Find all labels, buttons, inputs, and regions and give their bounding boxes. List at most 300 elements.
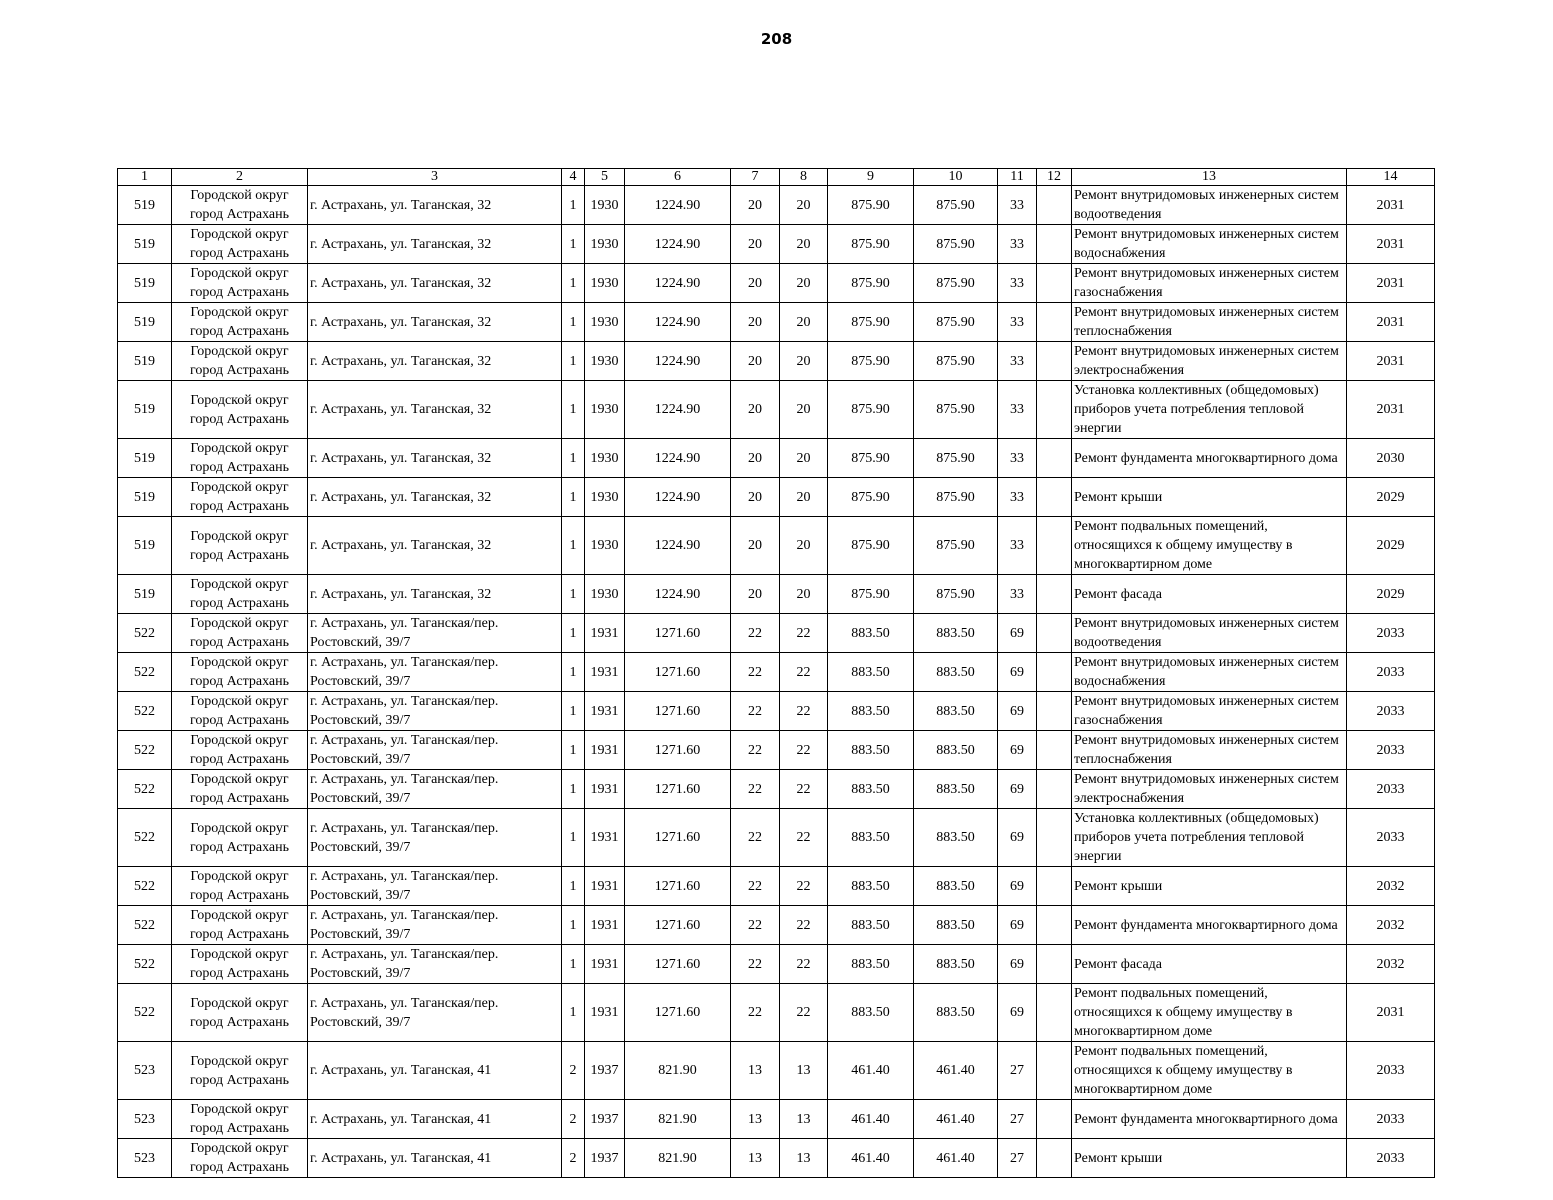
cell-living-area: 461.40 [828,1042,914,1100]
cell-total-area: 1271.60 [625,653,731,692]
cell-building-type: 1 [562,653,585,692]
cell-residential-area: 883.50 [914,867,998,906]
cell-apartments-count: 22 [731,867,780,906]
column-header: 3 [308,169,562,186]
table-row [118,342,1435,381]
cell-building-type: 1 [562,342,585,381]
cell-work-type: Ремонт внутридомовых инженерных систем газоснабжения [1072,692,1347,731]
cell-extra-value [1037,186,1072,225]
cell-address: г. Астрахань, ул. Таганская/пер. Ростовский, 39/7 [308,653,562,692]
cell-building-type: 2 [562,1100,585,1139]
cell-residential-count: 13 [780,1139,828,1178]
cell-year-built: 1937 [585,1139,625,1178]
cell-extra-value [1037,342,1072,381]
cell-residents-count: 33 [998,342,1037,381]
cell-municipality: Городской округ город Астрахань [172,731,308,770]
cell-residential-count: 20 [780,264,828,303]
cell-planned-year: 2033 [1347,809,1435,867]
cell-residential-count: 22 [780,945,828,984]
cell-address: г. Астрахань, ул. Таганская, 32 [308,303,562,342]
cell-row-number: 519 [118,575,172,614]
cell-extra-value [1037,478,1072,517]
cell-total-area: 1224.90 [625,225,731,264]
cell-residents-count: 69 [998,653,1037,692]
cell-residential-count: 20 [780,478,828,517]
cell-municipality: Городской округ город Астрахань [172,439,308,478]
cell-building-type: 2 [562,1042,585,1100]
table-row [118,439,1435,478]
cell-year-built: 1930 [585,575,625,614]
cell-residential-count: 22 [780,770,828,809]
cell-address: г. Астрахань, ул. Таганская, 32 [308,186,562,225]
column-header: 10 [914,169,998,186]
cell-address: г. Астрахань, ул. Таганская, 32 [308,517,562,575]
cell-address: г. Астрахань, ул. Таганская, 32 [308,264,562,303]
cell-total-area: 1271.60 [625,731,731,770]
cell-residential-count: 22 [780,906,828,945]
cell-row-number: 522 [118,984,172,1042]
cell-residents-count: 69 [998,614,1037,653]
cell-address: г. Астрахань, ул. Таганская/пер. Ростовский, 39/7 [308,770,562,809]
cell-year-built: 1937 [585,1100,625,1139]
cell-row-number: 519 [118,225,172,264]
cell-total-area: 1271.60 [625,692,731,731]
cell-extra-value [1037,731,1072,770]
table-row [118,809,1435,867]
cell-extra-value [1037,381,1072,439]
cell-total-area: 1271.60 [625,945,731,984]
cell-row-number: 522 [118,906,172,945]
cell-living-area: 883.50 [828,906,914,945]
table-row [118,1042,1435,1100]
cell-residents-count: 69 [998,984,1037,1042]
cell-total-area: 821.90 [625,1100,731,1139]
cell-work-type: Ремонт внутридомовых инженерных систем водоотведения [1072,186,1347,225]
table-row [118,264,1435,303]
cell-municipality: Городской округ город Астрахань [172,653,308,692]
column-header: 9 [828,169,914,186]
cell-total-area: 1224.90 [625,186,731,225]
cell-address: г. Астрахань, ул. Таганская, 32 [308,342,562,381]
cell-building-type: 1 [562,225,585,264]
column-header: 8 [780,169,828,186]
table-row [118,478,1435,517]
cell-apartments-count: 13 [731,1042,780,1100]
cell-work-type: Ремонт внутридомовых инженерных систем водоотведения [1072,614,1347,653]
cell-planned-year: 2031 [1347,303,1435,342]
cell-work-type: Ремонт внутридомовых инженерных систем электроснабжения [1072,342,1347,381]
cell-address: г. Астрахань, ул. Таганская/пер. Ростовский, 39/7 [308,809,562,867]
cell-extra-value [1037,1042,1072,1100]
cell-apartments-count: 20 [731,342,780,381]
cell-row-number: 519 [118,303,172,342]
cell-municipality: Городской округ город Астрахань [172,478,308,517]
cell-residential-area: 875.90 [914,264,998,303]
cell-address: г. Астрахань, ул. Таганская/пер. Ростовский, 39/7 [308,731,562,770]
cell-residents-count: 69 [998,809,1037,867]
cell-total-area: 1224.90 [625,517,731,575]
cell-municipality: Городской округ город Астрахань [172,614,308,653]
cell-municipality: Городской округ город Астрахань [172,264,308,303]
cell-building-type: 1 [562,692,585,731]
cell-residential-count: 13 [780,1042,828,1100]
cell-residential-area: 461.40 [914,1100,998,1139]
cell-total-area: 821.90 [625,1042,731,1100]
cell-residential-area: 461.40 [914,1139,998,1178]
cell-planned-year: 2033 [1347,614,1435,653]
cell-planned-year: 2032 [1347,945,1435,984]
table-row [118,614,1435,653]
cell-residential-count: 22 [780,692,828,731]
cell-row-number: 519 [118,186,172,225]
cell-row-number: 522 [118,770,172,809]
cell-work-type: Ремонт крыши [1072,867,1347,906]
cell-residential-count: 20 [780,575,828,614]
cell-row-number: 519 [118,478,172,517]
cell-apartments-count: 22 [731,614,780,653]
cell-living-area: 461.40 [828,1100,914,1139]
cell-total-area: 1224.90 [625,478,731,517]
cell-row-number: 519 [118,264,172,303]
cell-address: г. Астрахань, ул. Таганская, 32 [308,381,562,439]
cell-residents-count: 33 [998,225,1037,264]
cell-apartments-count: 13 [731,1100,780,1139]
capital-repair-table [117,168,1435,1178]
cell-building-type: 1 [562,186,585,225]
cell-building-type: 1 [562,381,585,439]
cell-total-area: 1271.60 [625,770,731,809]
cell-extra-value [1037,575,1072,614]
cell-living-area: 875.90 [828,439,914,478]
cell-planned-year: 2033 [1347,770,1435,809]
cell-residential-area: 875.90 [914,517,998,575]
cell-residential-area: 883.50 [914,731,998,770]
cell-planned-year: 2030 [1347,439,1435,478]
cell-apartments-count: 22 [731,984,780,1042]
cell-extra-value [1037,906,1072,945]
cell-municipality: Городской округ город Астрахань [172,342,308,381]
cell-extra-value [1037,517,1072,575]
cell-row-number: 522 [118,731,172,770]
page-number: 208 [760,30,793,48]
cell-year-built: 1930 [585,478,625,517]
cell-row-number: 523 [118,1139,172,1178]
cell-municipality: Городской округ город Астрахань [172,1100,308,1139]
cell-year-built: 1931 [585,770,625,809]
table-row [118,867,1435,906]
cell-residential-count: 20 [780,381,828,439]
cell-apartments-count: 20 [731,575,780,614]
cell-residents-count: 33 [998,381,1037,439]
cell-address: г. Астрахань, ул. Таганская, 32 [308,225,562,264]
cell-residential-count: 20 [780,517,828,575]
cell-living-area: 883.50 [828,653,914,692]
cell-row-number: 522 [118,692,172,731]
cell-address: г. Астрахань, ул. Таганская/пер. Ростовский, 39/7 [308,906,562,945]
cell-year-built: 1930 [585,381,625,439]
cell-residential-area: 875.90 [914,303,998,342]
column-header: 4 [562,169,585,186]
cell-work-type: Ремонт фундамента многоквартирного дома [1072,1100,1347,1139]
cell-year-built: 1930 [585,186,625,225]
cell-living-area: 883.50 [828,945,914,984]
cell-residential-count: 22 [780,984,828,1042]
cell-work-type: Ремонт внутридомовых инженерных систем водоснабжения [1072,653,1347,692]
cell-municipality: Городской округ город Астрахань [172,186,308,225]
cell-total-area: 1224.90 [625,575,731,614]
cell-extra-value [1037,867,1072,906]
cell-year-built: 1931 [585,692,625,731]
cell-work-type: Ремонт крыши [1072,1139,1347,1178]
cell-work-type: Ремонт подвальных помещений, относящихся к общему имуществу в многоквартирном доме [1072,1042,1347,1100]
cell-apartments-count: 20 [731,186,780,225]
table-row [118,770,1435,809]
cell-work-type: Ремонт внутридомовых инженерных систем газоснабжения [1072,264,1347,303]
cell-municipality: Городской округ город Астрахань [172,770,308,809]
cell-living-area: 875.90 [828,381,914,439]
header-row [118,169,1435,186]
cell-address: г. Астрахань, ул. Таганская/пер. Ростовский, 39/7 [308,867,562,906]
cell-building-type: 1 [562,770,585,809]
table-row [118,906,1435,945]
cell-planned-year: 2033 [1347,731,1435,770]
cell-row-number: 522 [118,867,172,906]
cell-address: г. Астрахань, ул. Таганская, 32 [308,439,562,478]
cell-residents-count: 69 [998,770,1037,809]
cell-address: г. Астрахань, ул. Таганская/пер. Ростовский, 39/7 [308,984,562,1042]
cell-total-area: 1271.60 [625,984,731,1042]
cell-extra-value [1037,439,1072,478]
cell-planned-year: 2033 [1347,1042,1435,1100]
cell-planned-year: 2031 [1347,342,1435,381]
cell-residential-area: 883.50 [914,653,998,692]
cell-apartments-count: 22 [731,906,780,945]
cell-work-type: Установка коллективных (общедомовых) приборов учета потребления тепловой энергии [1072,381,1347,439]
cell-apartments-count: 22 [731,809,780,867]
cell-living-area: 875.90 [828,478,914,517]
cell-apartments-count: 22 [731,692,780,731]
cell-planned-year: 2033 [1347,1139,1435,1178]
cell-planned-year: 2031 [1347,225,1435,264]
cell-year-built: 1930 [585,303,625,342]
cell-building-type: 2 [562,1139,585,1178]
cell-living-area: 461.40 [828,1139,914,1178]
column-header: 12 [1037,169,1072,186]
cell-municipality: Городской округ город Астрахань [172,1042,308,1100]
cell-living-area: 883.50 [828,770,914,809]
table-row [118,945,1435,984]
cell-extra-value [1037,692,1072,731]
cell-planned-year: 2032 [1347,906,1435,945]
cell-planned-year: 2031 [1347,186,1435,225]
cell-residents-count: 69 [998,731,1037,770]
cell-work-type: Ремонт фасада [1072,575,1347,614]
column-header: 1 [118,169,172,186]
column-header: 6 [625,169,731,186]
table-row [118,186,1435,225]
cell-year-built: 1931 [585,731,625,770]
cell-extra-value [1037,1139,1072,1178]
cell-apartments-count: 20 [731,478,780,517]
cell-address: г. Астрахань, ул. Таганская/пер. Ростовский, 39/7 [308,945,562,984]
table-row [118,517,1435,575]
cell-year-built: 1931 [585,653,625,692]
cell-year-built: 1931 [585,809,625,867]
cell-row-number: 519 [118,439,172,478]
cell-address: г. Астрахань, ул. Таганская, 32 [308,575,562,614]
cell-municipality: Городской округ город Астрахань [172,867,308,906]
cell-work-type: Установка коллективных (общедомовых) приборов учета потребления тепловой энергии [1072,809,1347,867]
cell-total-area: 1224.90 [625,381,731,439]
cell-residential-count: 22 [780,653,828,692]
cell-work-type: Ремонт фундамента многоквартирного дома [1072,439,1347,478]
cell-living-area: 875.90 [828,517,914,575]
cell-total-area: 1271.60 [625,906,731,945]
table-body [118,186,1435,1178]
cell-year-built: 1931 [585,984,625,1042]
cell-residents-count: 33 [998,186,1037,225]
cell-residential-area: 883.50 [914,809,998,867]
cell-planned-year: 2029 [1347,575,1435,614]
cell-planned-year: 2033 [1347,653,1435,692]
cell-apartments-count: 22 [731,731,780,770]
cell-work-type: Ремонт фундамента многоквартирного дома [1072,906,1347,945]
column-header: 14 [1347,169,1435,186]
cell-residential-count: 20 [780,439,828,478]
cell-address: г. Астрахань, ул. Таганская, 41 [308,1100,562,1139]
cell-extra-value [1037,614,1072,653]
cell-residential-count: 20 [780,225,828,264]
cell-row-number: 522 [118,614,172,653]
cell-address: г. Астрахань, ул. Таганская/пер. Ростовский, 39/7 [308,614,562,653]
cell-living-area: 875.90 [828,186,914,225]
cell-residential-area: 461.40 [914,1042,998,1100]
cell-municipality: Городской округ город Астрахань [172,1139,308,1178]
cell-total-area: 1271.60 [625,867,731,906]
cell-row-number: 519 [118,342,172,381]
cell-residential-area: 875.90 [914,342,998,381]
cell-municipality: Городской округ город Астрахань [172,906,308,945]
cell-residential-area: 875.90 [914,381,998,439]
cell-building-type: 1 [562,867,585,906]
cell-municipality: Городской округ город Астрахань [172,809,308,867]
cell-planned-year: 2032 [1347,867,1435,906]
cell-residential-area: 883.50 [914,906,998,945]
cell-work-type: Ремонт фасада [1072,945,1347,984]
table-row [118,303,1435,342]
cell-total-area: 1271.60 [625,809,731,867]
cell-year-built: 1930 [585,264,625,303]
cell-residential-count: 22 [780,809,828,867]
cell-apartments-count: 22 [731,653,780,692]
cell-residential-count: 22 [780,731,828,770]
cell-apartments-count: 22 [731,945,780,984]
cell-row-number: 522 [118,945,172,984]
cell-year-built: 1930 [585,439,625,478]
cell-address: г. Астрахань, ул. Таганская, 32 [308,478,562,517]
cell-year-built: 1930 [585,517,625,575]
cell-residents-count: 69 [998,692,1037,731]
table-row [118,731,1435,770]
cell-residential-count: 22 [780,867,828,906]
cell-extra-value [1037,945,1072,984]
cell-planned-year: 2029 [1347,478,1435,517]
cell-year-built: 1931 [585,945,625,984]
cell-apartments-count: 20 [731,439,780,478]
cell-living-area: 883.50 [828,809,914,867]
table-row [118,575,1435,614]
cell-residents-count: 27 [998,1042,1037,1100]
cell-living-area: 875.90 [828,264,914,303]
cell-living-area: 875.90 [828,575,914,614]
cell-residential-area: 883.50 [914,945,998,984]
cell-row-number: 522 [118,809,172,867]
cell-building-type: 1 [562,731,585,770]
cell-residents-count: 33 [998,517,1037,575]
table-row [118,381,1435,439]
column-header: 11 [998,169,1037,186]
cell-living-area: 875.90 [828,342,914,381]
cell-building-type: 1 [562,478,585,517]
cell-residents-count: 27 [998,1100,1037,1139]
cell-row-number: 522 [118,653,172,692]
cell-living-area: 883.50 [828,614,914,653]
cell-residential-count: 20 [780,303,828,342]
cell-planned-year: 2033 [1347,1100,1435,1139]
cell-residential-area: 875.90 [914,575,998,614]
cell-building-type: 1 [562,614,585,653]
table-row [118,692,1435,731]
cell-work-type: Ремонт крыши [1072,478,1347,517]
cell-year-built: 1931 [585,614,625,653]
cell-total-area: 1224.90 [625,342,731,381]
cell-living-area: 883.50 [828,692,914,731]
cell-building-type: 1 [562,809,585,867]
cell-row-number: 523 [118,1100,172,1139]
table-row [118,653,1435,692]
cell-living-area: 883.50 [828,867,914,906]
cell-extra-value [1037,264,1072,303]
cell-apartments-count: 20 [731,517,780,575]
cell-planned-year: 2033 [1347,692,1435,731]
cell-residents-count: 33 [998,264,1037,303]
cell-building-type: 1 [562,264,585,303]
cell-total-area: 821.90 [625,1139,731,1178]
cell-residents-count: 69 [998,906,1037,945]
cell-planned-year: 2031 [1347,381,1435,439]
column-header: 13 [1072,169,1347,186]
table-row [118,1100,1435,1139]
cell-residential-area: 875.90 [914,186,998,225]
cell-living-area: 875.90 [828,225,914,264]
cell-total-area: 1224.90 [625,303,731,342]
cell-apartments-count: 20 [731,303,780,342]
cell-total-area: 1224.90 [625,439,731,478]
cell-extra-value [1037,809,1072,867]
cell-work-type: Ремонт подвальных помещений, относящихся к общему имуществу в многоквартирном доме [1072,984,1347,1042]
cell-year-built: 1930 [585,225,625,264]
cell-living-area: 875.90 [828,303,914,342]
cell-work-type: Ремонт внутридомовых инженерных систем электроснабжения [1072,770,1347,809]
cell-year-built: 1931 [585,867,625,906]
cell-residents-count: 33 [998,575,1037,614]
cell-extra-value [1037,770,1072,809]
cell-building-type: 1 [562,517,585,575]
cell-work-type: Ремонт подвальных помещений, относящихся к общему имуществу в многоквартирном доме [1072,517,1347,575]
cell-row-number: 523 [118,1042,172,1100]
cell-address: г. Астрахань, ул. Таганская, 41 [308,1139,562,1178]
cell-year-built: 1937 [585,1042,625,1100]
